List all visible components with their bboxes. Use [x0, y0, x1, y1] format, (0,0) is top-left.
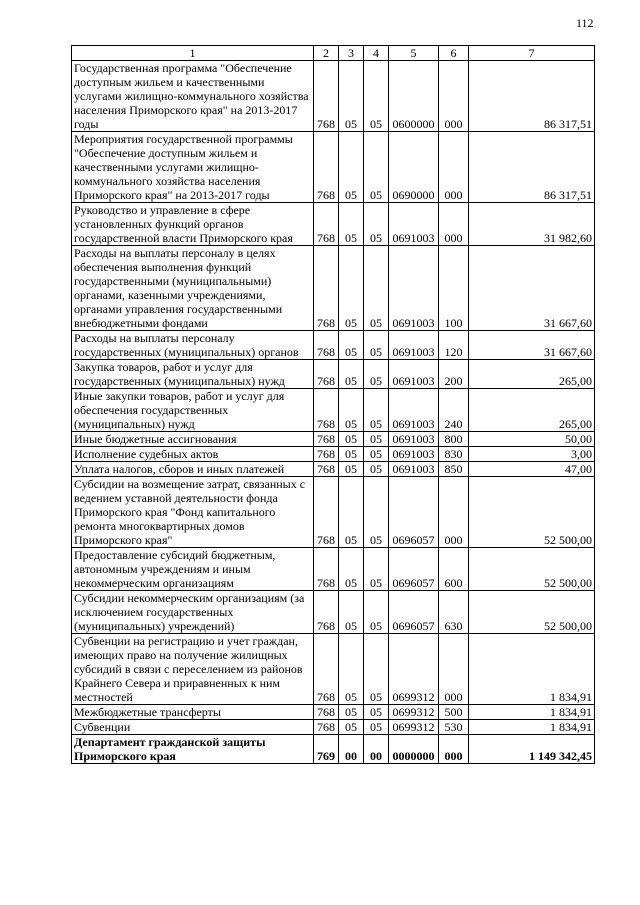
- target-article-cell: 0000000: [389, 735, 439, 764]
- target-article-cell: 0696057: [389, 477, 439, 548]
- expense-type-cell: 200: [439, 360, 469, 389]
- row-name-cell: Иные бюджетные ассигнования: [72, 432, 314, 447]
- expense-type-cell: 120: [439, 331, 469, 360]
- expense-type-cell: 630: [439, 591, 469, 634]
- code-cell: 768: [314, 548, 339, 591]
- amount-cell: 52 500,00: [469, 477, 595, 548]
- code-cell: 768: [314, 591, 339, 634]
- amount-cell: 50,00: [469, 432, 595, 447]
- row-name-cell: Исполнение судебных актов: [72, 447, 314, 462]
- expense-type-cell: 830: [439, 447, 469, 462]
- table-row: [72, 132, 595, 203]
- section-cell: 05: [339, 246, 364, 331]
- expense-type-cell: 600: [439, 548, 469, 591]
- expense-type-cell: 000: [439, 477, 469, 548]
- code-cell: 768: [314, 634, 339, 705]
- header-cell: 5: [389, 46, 439, 61]
- header-cell: 1: [72, 46, 314, 61]
- page-number: 112: [576, 16, 594, 30]
- header-cell: 4: [364, 46, 389, 61]
- expense-type-cell: 800: [439, 432, 469, 447]
- expense-type-cell: 000: [439, 203, 469, 246]
- row-name-cell: Руководство и управление в сфере установленных функций органов государственной власти Приморского края: [72, 203, 314, 246]
- subsection-cell: 05: [364, 331, 389, 360]
- table-row: [72, 462, 595, 477]
- code-cell: 768: [314, 462, 339, 477]
- table-row: [72, 203, 595, 246]
- target-article-cell: 0691003: [389, 331, 439, 360]
- header-cell: 3: [339, 46, 364, 61]
- code-cell: 768: [314, 720, 339, 735]
- section-cell: 05: [339, 720, 364, 735]
- table-row: [72, 360, 595, 389]
- row-name-cell: Субсидии некоммерческим организациям (за исключением государственных (муниципальных) учреждений): [72, 591, 314, 634]
- row-name-cell: Расходы на выплаты персоналу государственных (муниципальных) органов: [72, 331, 314, 360]
- row-name-cell: Департамент гражданской защиты Приморского края: [72, 735, 314, 764]
- amount-cell: 86 317,51: [469, 61, 595, 132]
- subsection-cell: 05: [364, 246, 389, 331]
- row-name-cell: Расходы на выплаты персоналу в целях обеспечения выполнения функций государственными (муниципальными) органами, казенными учреждениями, органами управления государственными внебюджетными фондами: [72, 246, 314, 331]
- subsection-cell: 05: [364, 61, 389, 132]
- code-cell: 768: [314, 246, 339, 331]
- target-article-cell: 0600000: [389, 61, 439, 132]
- amount-cell: 3,00: [469, 447, 595, 462]
- section-cell: 05: [339, 389, 364, 432]
- row-name-cell: Государственная программа "Обеспечение доступным жильем и качественными услугами жилищно-коммунального хозяйства населения Приморского края" на 2013-2017 годы: [72, 61, 314, 132]
- section-cell: 05: [339, 591, 364, 634]
- code-cell: 768: [314, 477, 339, 548]
- table-row: [72, 477, 595, 548]
- section-cell: 05: [339, 331, 364, 360]
- row-name-cell: Субвенции: [72, 720, 314, 735]
- header-cell: 7: [469, 46, 595, 61]
- expense-type-cell: 000: [439, 61, 469, 132]
- amount-cell: 31 667,60: [469, 246, 595, 331]
- target-article-cell: 0696057: [389, 591, 439, 634]
- subsection-cell: 05: [364, 447, 389, 462]
- amount-cell: 1 149 342,45: [469, 735, 595, 764]
- code-cell: 768: [314, 360, 339, 389]
- code-cell: 768: [314, 61, 339, 132]
- amount-cell: 52 500,00: [469, 548, 595, 591]
- subsection-cell: 05: [364, 591, 389, 634]
- section-cell: 05: [339, 61, 364, 132]
- code-cell: 768: [314, 705, 339, 720]
- section-cell: 05: [339, 477, 364, 548]
- header-cell: 6: [439, 46, 469, 61]
- subsection-cell: 05: [364, 720, 389, 735]
- code-cell: 768: [314, 447, 339, 462]
- code-cell: 768: [314, 432, 339, 447]
- table-row: [72, 548, 595, 591]
- subsection-cell: 05: [364, 705, 389, 720]
- subsection-cell: 05: [364, 548, 389, 591]
- subsection-cell: 05: [364, 360, 389, 389]
- amount-cell: 1 834,91: [469, 634, 595, 705]
- subsection-cell: 00: [364, 735, 389, 764]
- expense-type-cell: 530: [439, 720, 469, 735]
- expense-type-cell: 000: [439, 634, 469, 705]
- budget-table: [71, 45, 595, 764]
- table-row: [72, 720, 595, 735]
- expense-type-cell: 240: [439, 389, 469, 432]
- target-article-cell: 0699312: [389, 634, 439, 705]
- table-row: [72, 389, 595, 432]
- subsection-cell: 05: [364, 462, 389, 477]
- section-cell: 05: [339, 132, 364, 203]
- subsection-cell: 05: [364, 432, 389, 447]
- expense-type-cell: 100: [439, 246, 469, 331]
- table-header-row: [72, 46, 595, 61]
- section-cell: 05: [339, 548, 364, 591]
- expense-type-cell: 850: [439, 462, 469, 477]
- table-row: [72, 331, 595, 360]
- row-name-cell: Иные закупки товаров, работ и услуг для обеспечения государственных (муниципальных) нужд: [72, 389, 314, 432]
- target-article-cell: 0696057: [389, 548, 439, 591]
- target-article-cell: 0691003: [389, 389, 439, 432]
- row-name-cell: Предоставление субсидий бюджетным, автономным учреждениям и иным некоммерческим организациям: [72, 548, 314, 591]
- header-cell: 2: [314, 46, 339, 61]
- amount-cell: 1 834,91: [469, 705, 595, 720]
- table-row: [72, 246, 595, 331]
- target-article-cell: 0691003: [389, 203, 439, 246]
- table-row: [72, 61, 595, 132]
- target-article-cell: 0691003: [389, 246, 439, 331]
- section-cell: 05: [339, 360, 364, 389]
- target-article-cell: 0691003: [389, 432, 439, 447]
- amount-cell: 31 982,60: [469, 203, 595, 246]
- section-cell: 05: [339, 705, 364, 720]
- amount-cell: 265,00: [469, 389, 595, 432]
- row-name-cell: Уплата налогов, сборов и иных платежей: [72, 462, 314, 477]
- row-name-cell: Межбюджетные трансферты: [72, 705, 314, 720]
- table-row: [72, 634, 595, 705]
- table-row: [72, 447, 595, 462]
- row-name-cell: Субвенции на регистрацию и учет граждан, имеющих право на получение жилищных субсидий в связи с переселением из районов Крайнего Севера и приравненных к ним местностей: [72, 634, 314, 705]
- expense-type-cell: 000: [439, 132, 469, 203]
- target-article-cell: 0691003: [389, 462, 439, 477]
- target-article-cell: 0699312: [389, 720, 439, 735]
- table-row: [72, 591, 595, 634]
- section-cell: 05: [339, 634, 364, 705]
- subsection-cell: 05: [364, 389, 389, 432]
- amount-cell: 1 834,91: [469, 720, 595, 735]
- section-cell: 05: [339, 203, 364, 246]
- expense-type-cell: 000: [439, 735, 469, 764]
- target-article-cell: 0691003: [389, 360, 439, 389]
- code-cell: 768: [314, 331, 339, 360]
- section-cell: 05: [339, 462, 364, 477]
- section-cell: 00: [339, 735, 364, 764]
- table-row: [72, 705, 595, 720]
- row-name-cell: Мероприятия государственной программы "Обеспечение доступным жильем и качественными услугами жилищно-коммунального хозяйства населения Приморского края" на 2013-2017 годы: [72, 132, 314, 203]
- amount-cell: 86 317,51: [469, 132, 595, 203]
- code-cell: 768: [314, 132, 339, 203]
- section-cell: 05: [339, 447, 364, 462]
- table-row: [72, 432, 595, 447]
- target-article-cell: 0690000: [389, 132, 439, 203]
- subsection-cell: 05: [364, 132, 389, 203]
- code-cell: 768: [314, 203, 339, 246]
- amount-cell: 52 500,00: [469, 591, 595, 634]
- subsection-cell: 05: [364, 634, 389, 705]
- row-name-cell: Субсидии на возмещение затрат, связанных с ведением уставной деятельности фонда Приморского края "Фонд капитального ремонта многоквартирных домов Приморского края": [72, 477, 314, 548]
- amount-cell: 47,00: [469, 462, 595, 477]
- code-cell: 768: [314, 389, 339, 432]
- amount-cell: 31 667,60: [469, 331, 595, 360]
- subsection-cell: 05: [364, 477, 389, 548]
- target-article-cell: 0699312: [389, 705, 439, 720]
- expense-type-cell: 500: [439, 705, 469, 720]
- subsection-cell: 05: [364, 203, 389, 246]
- target-article-cell: 0691003: [389, 447, 439, 462]
- row-name-cell: Закупка товаров, работ и услуг для государственных (муниципальных) нужд: [72, 360, 314, 389]
- section-cell: 05: [339, 432, 364, 447]
- amount-cell: 265,00: [469, 360, 595, 389]
- code-cell: 769: [314, 735, 339, 764]
- table-row: [72, 735, 595, 764]
